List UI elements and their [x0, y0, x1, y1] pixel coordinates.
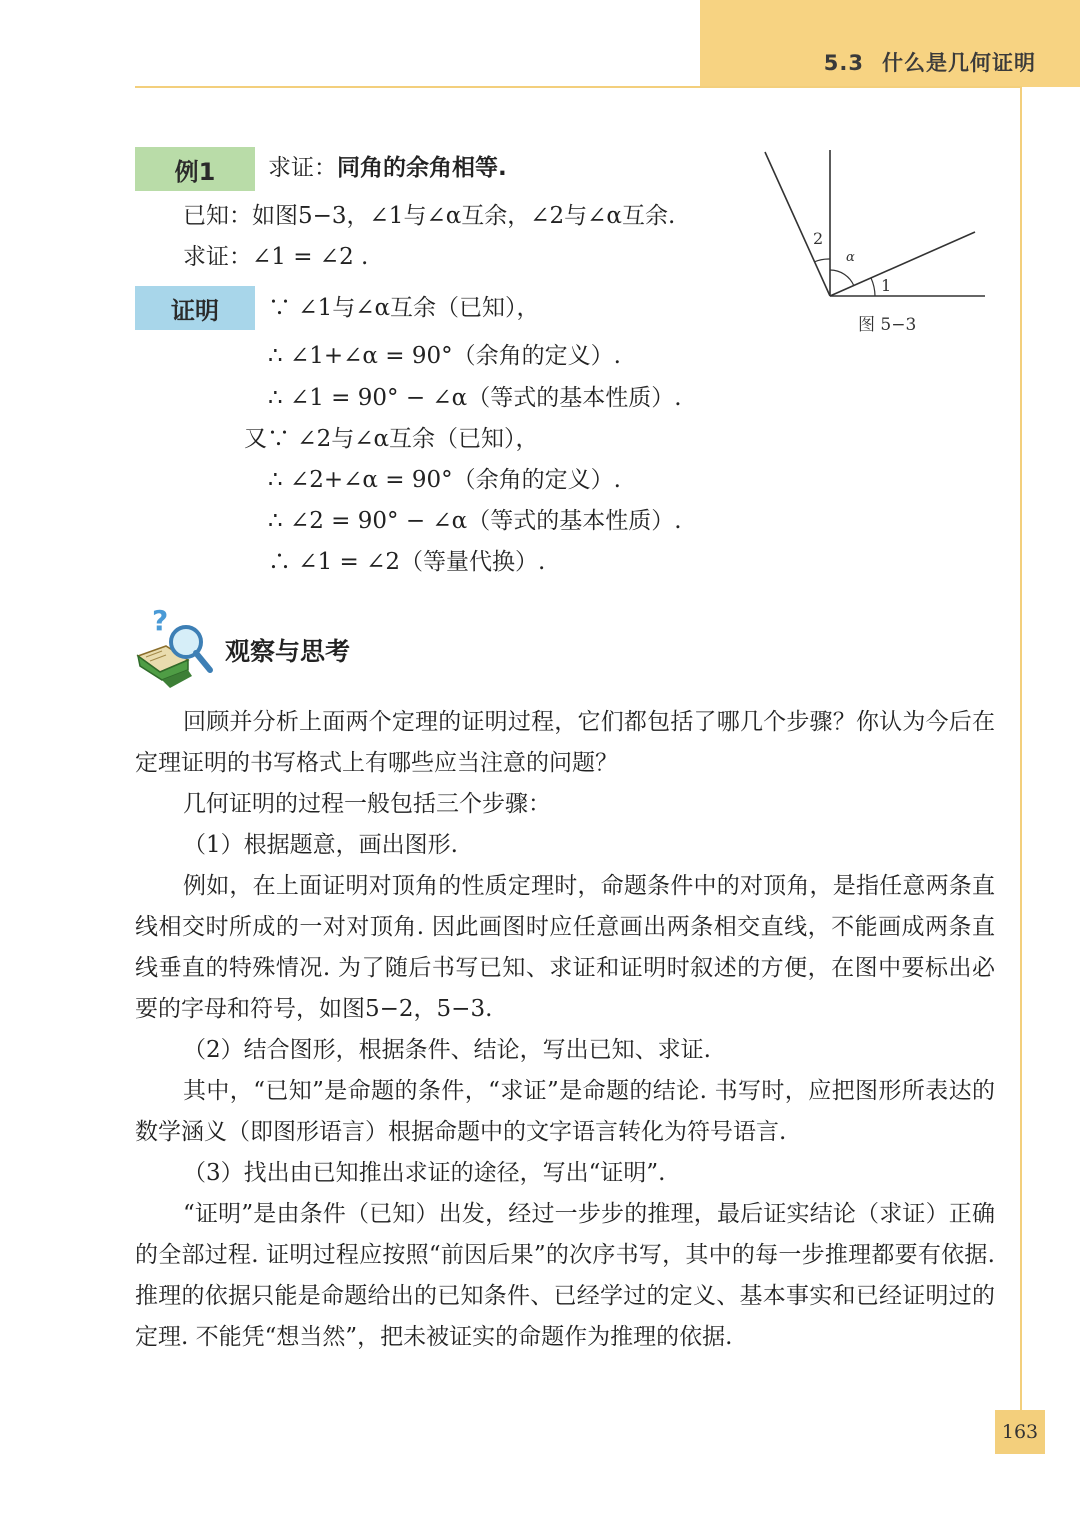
label-alpha: α [846, 250, 855, 265]
observe-body [135, 702, 995, 1358]
step-heading: （3）找出由已知推出求证的途径，写出“证明”. [183, 1160, 666, 1186]
page-number: 163 [995, 1410, 1045, 1454]
example-given: 已知：如图5−3，∠1与∠α互余，∠2与∠α互余. [183, 203, 676, 229]
paragraph: 回顾并分析上面两个定理的证明过程，它们都包括了哪几个步骤？你认为今后在定理证明的书写格式上有哪些应当注意的问题？ [135, 709, 995, 776]
proof-line: ∵ ∠1与∠α互余（已知）， [268, 295, 540, 321]
proof-line: ∴ ∠2 = 90° − ∠α（等式的基本性质）. [268, 508, 682, 534]
svg-text:?: ? [152, 604, 169, 637]
proof-line: ∴ ∠1+∠α = 90°（余角的定义）. [268, 343, 621, 369]
proof-line: ∴ ∠1 = ∠2（等量代换）. [268, 549, 546, 575]
step-heading: （1）根据题意，画出图形. [183, 832, 458, 858]
header-tab [700, 0, 1080, 87]
proof-line: ∴ ∠1 = 90° − ∠α（等式的基本性质）. [268, 385, 682, 411]
paragraph: “证明”是由条件（已知）出发，经过一步步的推理，最后证实结论（求证）正确的全部过程. 证明过程应按照“前因后果”的次序书写，其中的每一步推理都要有依据. 推理的依据只能是命题给出的已知条件、已经学过的定义、基本事实和已经证明过的定理. 不能凭“想当然”，把未被证实的命题作为推理的依据. [135, 1201, 995, 1350]
example-badge: 例1 [135, 147, 255, 191]
arc-angle-1 [871, 278, 875, 296]
arc-angle-alpha [830, 270, 854, 286]
paragraph: 几何证明的过程一般包括三个步骤： [183, 791, 551, 817]
step-heading: （2）结合图形，根据条件、结论，写出已知、求证. [183, 1037, 711, 1063]
proof-line: 又∵ ∠2与∠α互余（已知）， [244, 426, 539, 452]
section-title: 什么是几何证明 [882, 51, 1036, 75]
example-to-prove: 求证：∠1 = ∠2 . [183, 244, 369, 270]
example-prompt-text: 同角的余角相等. [337, 155, 507, 181]
proof-line: ∴ ∠2+∠α = 90°（余角的定义）. [268, 467, 621, 493]
paragraph: 例如，在上面证明对顶角的性质定理时，命题条件中的对顶角，是指任意两条直线相交时所成的一对对顶角. 因此画图时应任意画出两条相交直线，不能画成两条直线垂直的特殊情况. 为了随后书写已知、求证和证明时叙述的方便，在图中要标出必要的字母和符号，如图5−2，5−3. [135, 873, 995, 1022]
proof-badge: 证明 [135, 286, 255, 330]
arc-angle-2 [814, 259, 830, 262]
figure-caption: 图 5−3 [858, 315, 917, 335]
ray-left [765, 152, 830, 296]
section-heading [824, 47, 1036, 77]
paragraph: 其中，“已知”是命题的条件，“求证”是命题的结论. 书写时，应把图形所表达的数学涵义（即图形语言）根据命题中的文字语言转化为符号语言. [135, 1078, 995, 1145]
book-magnifier-icon [132, 600, 218, 692]
section-number: 5.3 [823, 51, 864, 75]
header-divider [135, 86, 1021, 88]
example-prompt-label: 求证： [268, 155, 337, 181]
label-angle-1: 1 [881, 276, 892, 295]
label-angle-2: 2 [813, 229, 824, 248]
example-prompt [268, 153, 507, 183]
right-margin-rule [1020, 86, 1022, 1416]
observe-title: 观察与思考 [225, 637, 351, 666]
